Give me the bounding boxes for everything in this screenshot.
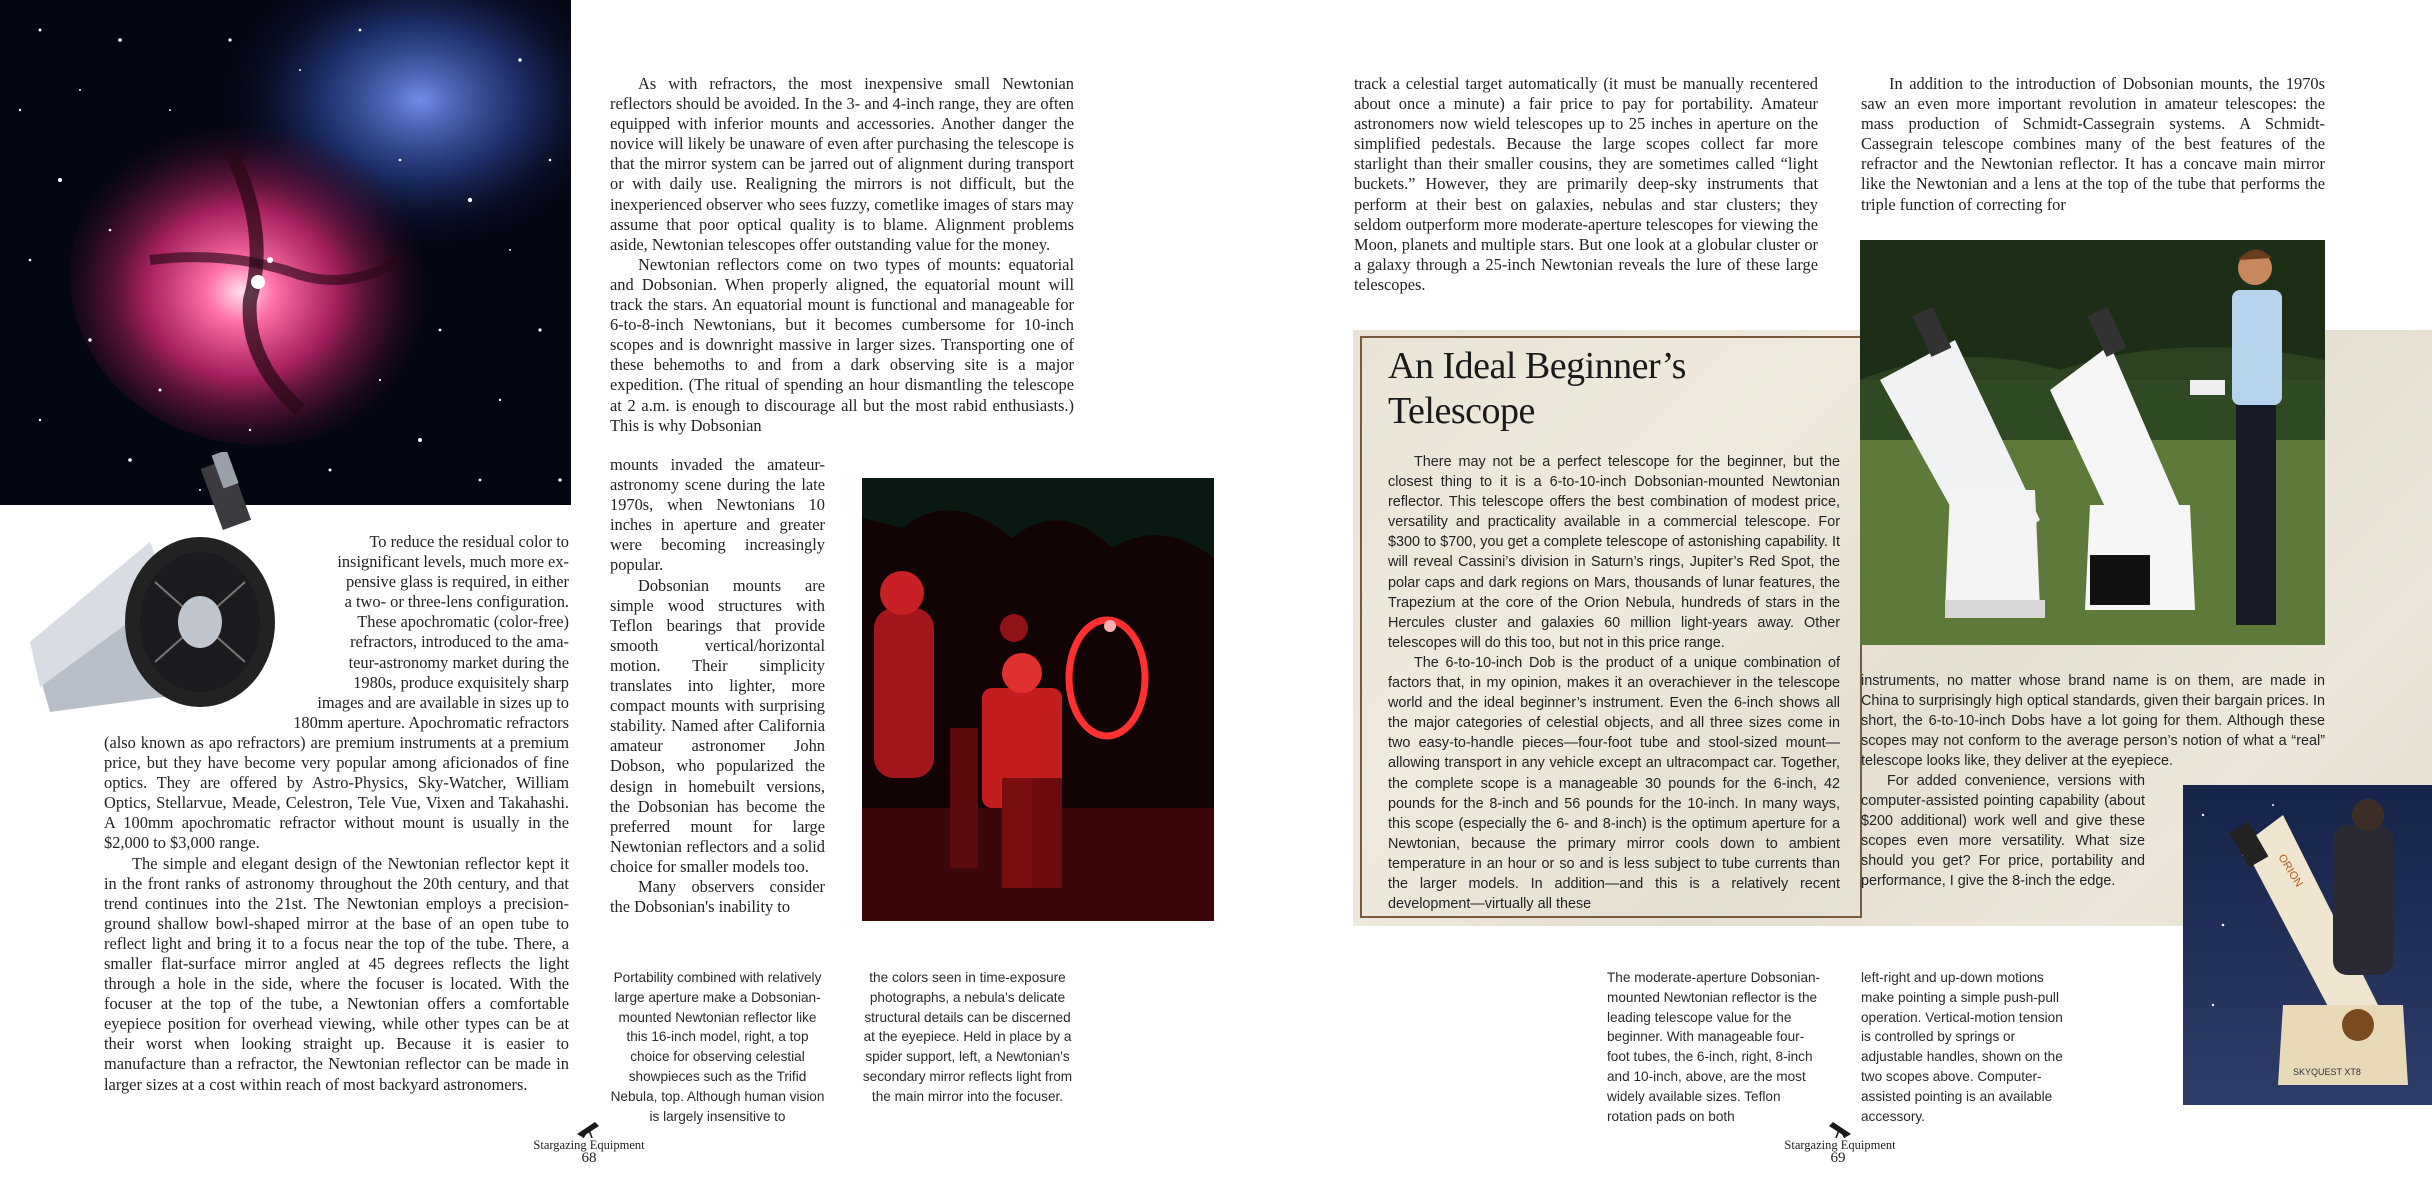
left-page-column-2: [610, 74, 1074, 436]
scope-brand-label: ORION: [2275, 852, 2305, 890]
caption-right-b: left-right and up-down motions make pointing a simple push-pull operation. Vertical-motion tension is controlled by springs or adjustable handles, shown on the two scopes above. Computer-assisted pointing is an available accessory.: [1861, 970, 2063, 1124]
wrapped-lines: [104, 532, 569, 733]
sidebar-paragraph: There may not be a perfect telescope for the beginner, but the closest thing to it is a 6-to-10-inch Dobsonian-mounted Newtonian reflector. This telescope offers the best combination of modest price, versatility and practicality available in a commercial telescope. For $300 to $700, you get a complete telescope of astonishing capability. It will reveal Cassini’s division in Saturn’s rings, Jupiter’s Red Spot, the polar caps and dark regions on Mars, thousands of lunar features, the Trapezium at the core of the Orion Nebula, hundreds of stars in the Hercules cluster and galaxies 60 million light-years away. Other telescopes will do this too, but not in this price range.: [1388, 454, 1840, 651]
sidebar-text-column-2: [1861, 671, 2325, 771]
text-line: These apochromatic (color-free): [357, 612, 569, 632]
red-light-observers-photo: [862, 478, 1214, 921]
paragraph: In addition to the introduction of Dobsonian mounts, the 1970s saw an even more important revolution in amateur telescopes: the mass production of Schmidt-Cassegrain systems. A Schmidt-Cassegrain telescope combines many of the best features of the refractor and the Newtonian reflector. It has a concave main mirror like the Newtonian and a lens at the top of the tube that performs the triple function of correcting for: [1861, 74, 2325, 214]
left-page-column-2-narrow: [610, 455, 825, 917]
paragraph: The simple and elegant design of the Newtonian reflector kept it in the front ranks of astronomy throughout the 20th century, and that trend continues into the 21st. The Newtonian employs a precision-ground shallow bowl-shaped mirror at the base of an open tube to reflect light and bring it to a focus near the top of the tube. There, a smaller flat-surface mirror angled at 45 degrees reflects the light through a hole in the side, where the focuser is located. With the focuser at the top of the tube, a Newtonian offers a comfortable eyepiece position for overhead viewing, while other types can be at their worst when looking straight up. Because it is easier to manufacture than a refractor, the Newtonian reflector can be made in larger sizes at a cost within reach of most backyard astronomers.: [104, 853, 569, 1094]
caption-left-b: the colors seen in time-exposure photographs, a nebula's delicate structural details can be discerned at the eyepiece. Held in place by a spider support, left, a Newtonian's secondary mirror reflects light from the main mirror into the focuser.: [862, 970, 1073, 1104]
sidebar-paragraph: For added convenience, versions with computer-assisted pointing capability (about $200 additional) work well and give these scopes even more versatility. What size should you get? For price, portability and performance, I give the 8-inch the edge.: [1861, 773, 2145, 890]
text-line: 1980s, produce exquisitely sharp: [353, 672, 569, 692]
text-line: teur-astronomy market during the: [348, 652, 569, 672]
text-line: pensive glass is required, in either: [345, 572, 569, 592]
paragraph: As with refractors, the most inexpensive small Newtonian reflectors should be avoided. In the 3- and 4-inch range, they are often equipped with inferior mounts and accessories. Another danger the novice will likely be unaware of even after purchasing the telescope is that the mirror system can be jarred out of alignment during transport or with daily use. Realigning the mirrors is not difficult, but the inexperienced observer who sees fuzzy, cometlike images of stars may assume that poor optical quality is to blame. Alignment problems aside, Newtonian telescopes offer outstanding value for the money.: [610, 74, 1074, 254]
sidebar-paragraph: The 6-to-10-inch Dob is the product of a unique combination of factors that, in my opinion, makes it an overachiever in the telescope world and the ideal beginner’s instrument. Even the 6-inch shows all the major categories of celestial objects, and all three sizes come in two easy-to-handle pieces—four-foot tube and stool-sized mount—allowing transport in any vehicle except an ultracompact car. Together, the complete scope is a manageable 30 pounds for the 6-inch, 42 pounds for the 8-inch and 56 pounds for the 10-inch. In many ways, this scope (especially the 6- and 8-inch) is the optimum aperture for a Newtonian, because the primary mirror cools down to ambient temperature in an hour or so and is less subject to tube currents than the larger models. In addition—and this is a relatively recent development—virtually all these: [1388, 654, 1840, 913]
sidebar-text-column-1: [1388, 452, 1840, 914]
paragraph: mounts invaded the amateur-astronomy scene during the late 1970s, when Newtonians 10 inches in aperture and greater were becoming increasingly popular.: [610, 455, 825, 575]
footer-section-label: Stargazing Equipment: [533, 1138, 645, 1152]
nebula-image: [0, 0, 571, 505]
text-line: insignificant levels, much more ex-: [337, 552, 569, 572]
telescope-footer-icon: [1825, 1118, 1853, 1138]
dobsonian-pair-photo: [1860, 240, 2325, 645]
text-line: refractors, introduced to the ama-: [350, 632, 569, 652]
paragraph: track a celestial target automatically (it must be manually recentered about once a minute) a fair price to pay for portability. Amateur astronomers now wield telescopes up to 25 inches in aperture on the simplified pedestals. Because the large scopes collect far more starlight than their smaller cousins, they are sometimes called “light buckets.” However, they are primarily deep-sky instruments that perform at their best on galaxies, nebulas and star clusters; they seldom outperform more moderate-aperture telescopes for viewing the Moon, planets and multiple stars. But one look at a globular cluster or a galaxy through a 25-inch Newtonian reveals the lure of these large telescopes.: [1354, 74, 1818, 294]
caption-right-a: The moderate-aperture Dobsonian-mounted Newtonian reflector is the leading telescope value for the beginner. With manageable four-foot tubes, the 6-inch, right, 8-inch and 10-inch, above, are the most widely available sizes. Teflon rotation pads on both: [1607, 970, 1821, 1124]
left-page-column-1: [104, 532, 569, 1095]
caption-left-a: Portability combined with relatively large aperture make a Dobsonian-mounted Newtonian reflector like this 16-inch model, right, a top choice for observing celestial showpieces such as the Trifid Nebula, top. Although human vision is largely insensitive to: [610, 970, 825, 1124]
right-page-column-2: [1861, 74, 2325, 215]
right-page-column-1: [1354, 74, 1818, 295]
text-line: images and are available in sizes up to: [317, 692, 569, 712]
paragraph: Dobsonian mounts are simple wood structures with Teflon bearings that provide smooth vertical/horizontal motion. Their simplicity translates into lighter, more compact mounts with surprising stability. Named after California amateur astronomer John Dobson, who popularized the design in homebuilt versions, the Dobsonian has become the preferred mount for large Newtonian reflectors and a solid choice for smaller models too.: [610, 575, 825, 876]
paragraph: Many observers consider the Dobsonian's inability to: [610, 876, 825, 917]
sidebar-text-column-2-narrow: [1861, 771, 2145, 892]
page-number: 68: [581, 1150, 597, 1166]
text-line: To reduce the residual color to: [369, 532, 569, 551]
dobsonian-night-photo: [2183, 785, 2432, 1105]
footer-section-label: Stargazing Equipment: [1784, 1138, 1896, 1152]
sidebar-title-line: An Ideal Beginner’s: [1388, 345, 1686, 387]
sidebar-title-line: Telescope: [1388, 390, 1535, 432]
sidebar-title: [1388, 344, 1838, 434]
sidebar-paragraph: instruments, no matter whose brand name is on them, are made in China to surprisingly high optical standards, given their bargain prices. In short, the 6-to-10-inch Dobs have a lot going for them. Although these scopes may not conform to the average person’s notion of what a “real” telescope looks like, they deliver at the eyepiece.: [1861, 673, 2325, 770]
scope-model-label: SKYQUEST XT8: [2293, 1067, 2361, 1077]
trifid-nebula-photo: [0, 0, 571, 505]
text-line: a two- or three-lens configuration.: [344, 592, 569, 612]
telescope-footer-icon: [575, 1118, 603, 1138]
page-number: 69: [1830, 1150, 1846, 1166]
paragraph: (also known as apo refractors) are premium instruments at a premium price, but they have become very popular among aficionados of fine optics. They are offered by Astro-Physics, Sky-Watcher, William Optics, Stellarvue, Meade, Celestron, Tele Vue, Vixen and Takahashi. A 100mm apochromatic refractor without mount is usually in the $2,000 to $3,000 range.: [104, 732, 569, 853]
paragraph: Newtonian reflectors come on two types of mounts: equatorial and Dobsonian. When properly aligned, the equatorial mount will track the stars. An equatorial mount is functional and manageable for 6-to-8-inch Newtonians, but it becomes cumbersome for 10-inch scopes and is downright massive in larger sizes. Transporting one of these behemoths to and from a dark observing site is a major expedition. (The ritual of spending an hour dismantling the telescope at 2 a.m. is enough to discourage all but the most rabid enthusiasts.) This is why Dobsonian: [610, 254, 1074, 435]
text-line: 180mm aperture. Apochromatic refractors: [293, 712, 569, 732]
